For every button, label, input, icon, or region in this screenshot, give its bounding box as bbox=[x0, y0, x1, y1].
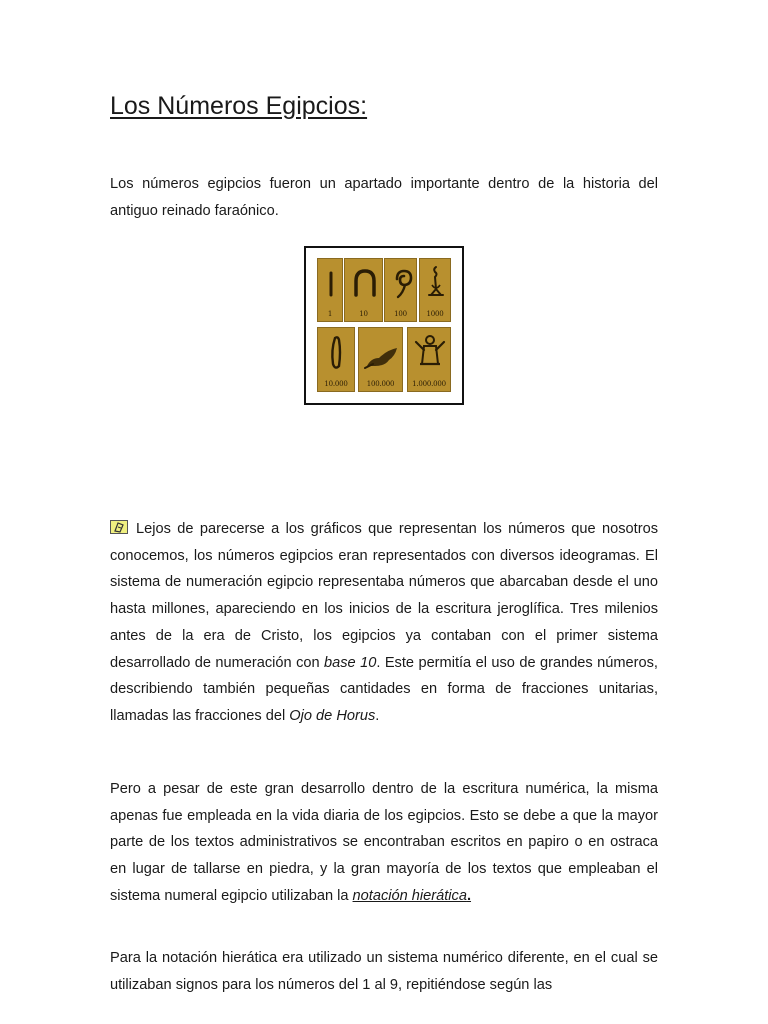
numeral-label: 10.000 bbox=[324, 380, 348, 388]
numeral-tile-1000 bbox=[419, 258, 451, 322]
egyptian-numerals-figure bbox=[304, 246, 464, 405]
numeral-tile-10 bbox=[344, 258, 383, 322]
notacion-hieratica-link[interactable]: notación hierática bbox=[352, 887, 467, 904]
note-icon[interactable] bbox=[110, 520, 128, 534]
finger-hieroglyph-icon bbox=[318, 328, 356, 380]
para3-text-a: Pero a pesar de este gran desarrollo dentro de la escritura numérica, la misma apenas fue empleada en la vida diaria de los egipcios. Esto se debe a que la mayor parte de los textos administrativos se encontraban escritos en papiro o en ostraca en lugar de tallarse en piedra, y la gran mayoría de los textos que empleaban el sistema numeral egipcio utilizaban la bbox=[110, 781, 658, 904]
numeral-label: 100 bbox=[394, 310, 407, 318]
stroke-hieroglyph-icon bbox=[318, 259, 344, 309]
base-10-term: base 10 bbox=[324, 654, 377, 671]
intro-paragraph: Los números egipcios fueron un apartado importante dentro de la historia del antiguo reinado faraónico. bbox=[110, 176, 658, 219]
heh-god-hieroglyph-icon bbox=[408, 328, 452, 380]
numeral-label: 1000 bbox=[426, 310, 444, 318]
ojo-de-horus-term: Ojo de Horus bbox=[289, 707, 376, 724]
usage-paragraph bbox=[110, 776, 658, 910]
lotus-hieroglyph-icon bbox=[420, 259, 452, 309]
tadpole-hieroglyph-icon bbox=[359, 328, 404, 380]
page-title: Los Números Egipcios: bbox=[110, 92, 368, 120]
para2-text-c: . bbox=[375, 707, 380, 724]
para3-text-b: . bbox=[466, 887, 472, 904]
numeral-label: 1.000.000 bbox=[412, 380, 446, 388]
heel-bone-hieroglyph-icon bbox=[345, 259, 384, 309]
numeral-tile-1000000 bbox=[407, 327, 451, 392]
para2-text-b: . Este permitía el uso de grandes números, describiendo también pequeñas cantidades en forma de fracciones unitarias, llamadas las fracciones del bbox=[110, 654, 658, 724]
hieroglyph-description-paragraph bbox=[110, 516, 658, 730]
hieratic-paragraph: Para la notación hierática era utilizado un sistema numérico diferente, en el cual se utilizaban signos para los números del 1 al 9, repitiéndose según las bbox=[110, 950, 658, 993]
coil-of-rope-hieroglyph-icon bbox=[385, 259, 418, 309]
numeral-label: 10 bbox=[359, 310, 368, 318]
numeral-label: 100.000 bbox=[366, 380, 395, 388]
numeral-tile-100000 bbox=[358, 327, 403, 392]
numeral-tile-100 bbox=[384, 258, 417, 322]
para2-text-a: Lejos de parecerse a los gráficos que representan los números que nosotros conocemos, los números egipcios eran representados con diversos ideogramas. El sistema de numeración egipcio representaba números que abarcaban desde el uno hasta millones, apareciendo en los inicios de la escritura jeroglífica. Tres milenios antes de la era de Cristo, los egipcios ya contaban con el primer sistema desarrollado de numeración con bbox=[110, 521, 658, 671]
numeral-tile-10000 bbox=[317, 327, 355, 392]
numeral-label: 1 bbox=[327, 310, 333, 318]
numeral-tile-1 bbox=[317, 258, 343, 322]
